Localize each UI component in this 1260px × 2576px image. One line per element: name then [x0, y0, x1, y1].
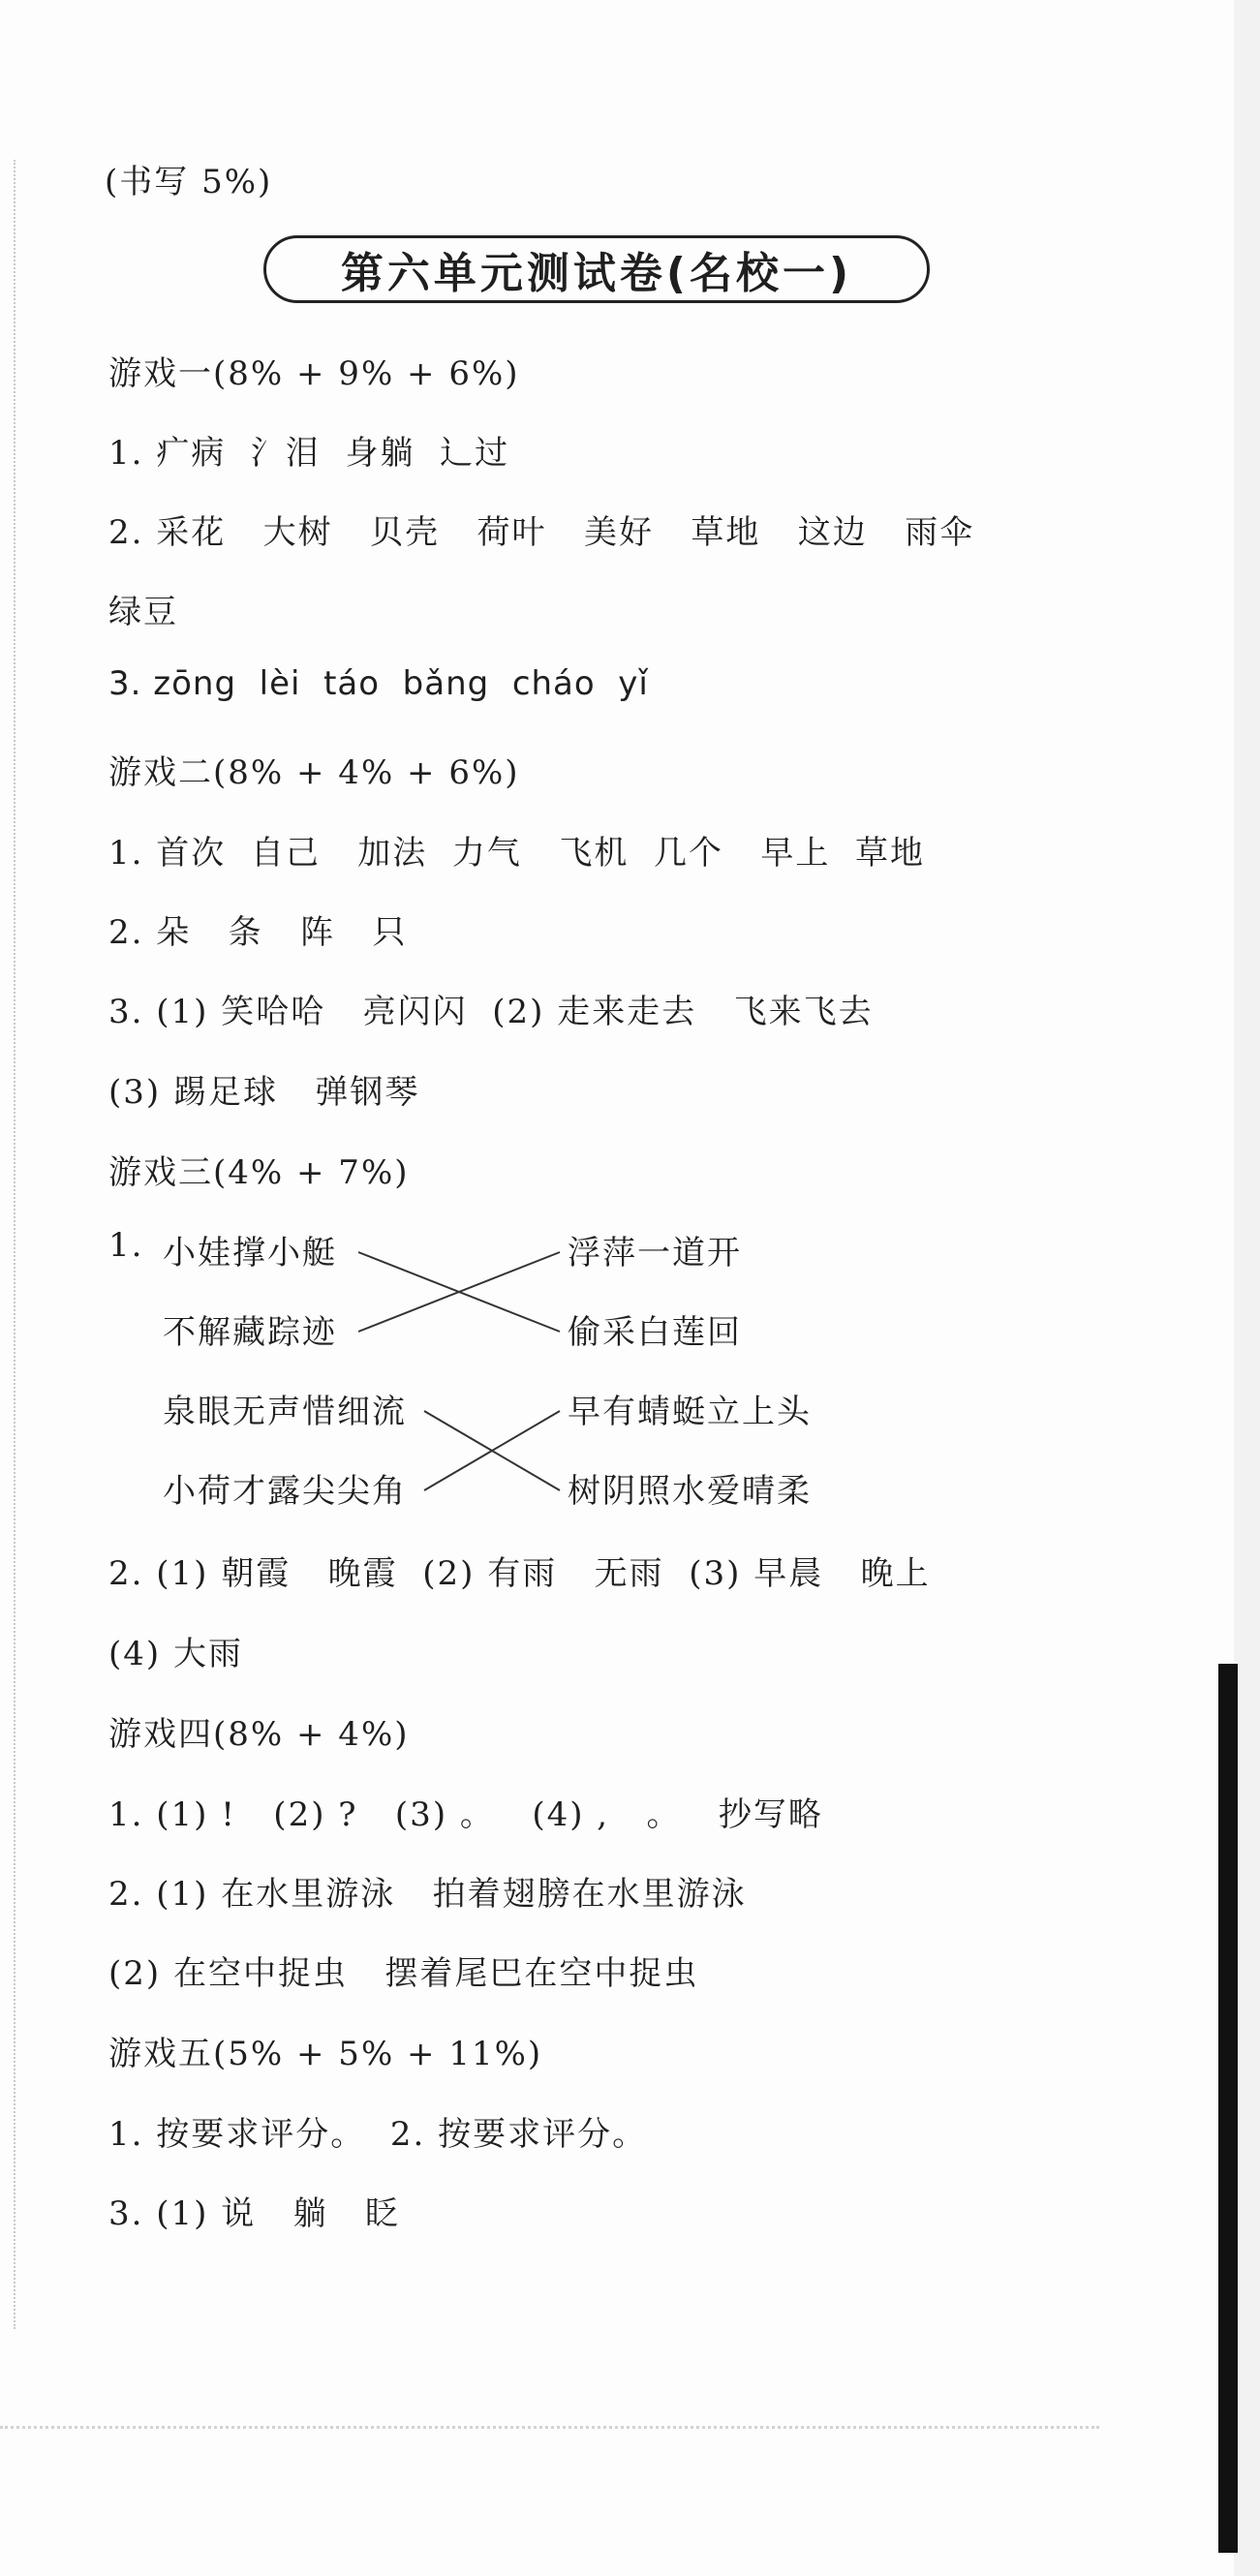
game4-q1: 1. (1) ! (2) ? (3) 。 (4) , 。 抄写略 [108, 1795, 823, 1834]
page-title-text: 第六单元测试卷(名校一) [340, 249, 853, 298]
poem-line-left: 小荷才露尖尖角 [163, 1472, 407, 1511]
game2-q3-continued: (3) 踢足球 弹钢琴 [108, 1073, 420, 1112]
game3-q2: 2. (1) 朝霞 晚霞 (2) 有雨 无雨 (3) 早晨 晚上 [108, 1554, 931, 1593]
game4-q2: 2. (1) 在水里游泳 拍着翅膀在水里游泳 [108, 1875, 747, 1914]
section-heading-game2: 游戏二(8% + 4% + 6%) [108, 753, 520, 792]
game3-q2-continued: (4) 大雨 [108, 1635, 243, 1673]
game2-q2: 2. 朵 条 阵 只 [108, 913, 408, 952]
section-heading-game1: 游戏一(8% + 9% + 6%) [108, 354, 520, 393]
handwriting-score-note: (书写 5%) [105, 163, 273, 201]
poem-line-right: 偷采白莲回 [568, 1313, 742, 1352]
game1-q2-continued: 绿豆 [108, 593, 178, 631]
poem-line-right: 浮萍一道开 [568, 1234, 742, 1273]
game2-q1: 1. 首次 自己 加法 力气 飞机 几个 早上 草地 [108, 834, 925, 873]
section-heading-game4: 游戏四(8% + 4%) [108, 1715, 410, 1754]
game5-q1: 1. 按要求评分。 2. 按要求评分。 [108, 2115, 648, 2154]
game1-q2: 2. 采花 大树 贝壳 荷叶 美好 草地 这边 雨伞 [108, 513, 975, 552]
game4-q2-continued: (2) 在空中捉虫 摆着尾巴在空中捉虫 [108, 1954, 699, 1993]
game3-q1-number: 1. [108, 1226, 144, 1265]
game2-q3: 3. (1) 笑哈哈 亮闪闪 (2) 走来走去 飞来飞去 [108, 993, 874, 1031]
game1-q1: 1. 疒病 氵泪 身躺 辶过 [108, 434, 510, 473]
poem-line-right: 早有蜻蜓立上头 [568, 1393, 812, 1431]
section-heading-game3: 游戏三(4% + 7%) [108, 1153, 410, 1192]
game1-q3-pinyin: 3. zōng lèi táo bǎng cháo yǐ [108, 664, 649, 703]
game5-q3: 3. (1) 说 躺 眨 [108, 2194, 401, 2233]
poem-line-left: 小娃撑小艇 [163, 1234, 337, 1273]
poem-line-left: 泉眼无声惜细流 [163, 1393, 407, 1431]
section-heading-game5: 游戏五(5% + 5% + 11%) [108, 2035, 543, 2073]
poem-line-right: 树阴照水爱晴柔 [568, 1472, 812, 1511]
poem-line-left: 不解藏踪迹 [163, 1313, 337, 1352]
